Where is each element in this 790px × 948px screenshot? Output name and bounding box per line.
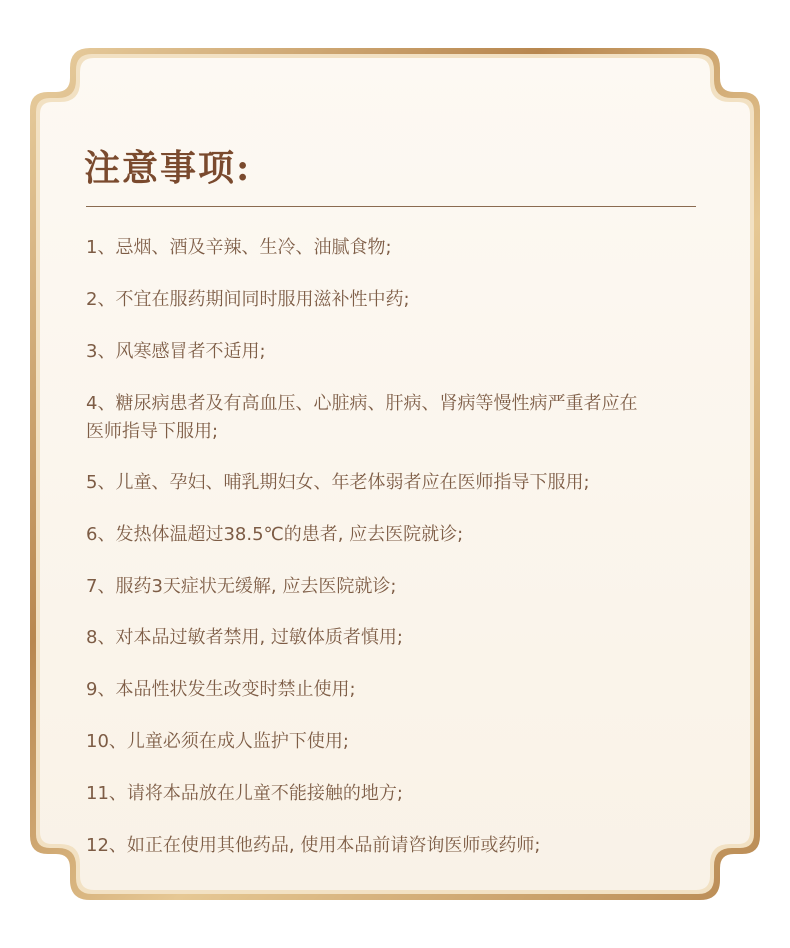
list-item <box>86 390 716 446</box>
item-text: 10、儿童必须在成人监护下使用; <box>86 731 349 752</box>
list-item <box>86 286 716 314</box>
item-text: 12、如正在使用其他药品, 使用本品前请咨询医师或药师; <box>86 835 541 856</box>
list-item <box>86 676 716 704</box>
list-item <box>86 624 716 652</box>
list-item <box>86 338 716 366</box>
list-item <box>86 469 716 497</box>
list-item <box>86 573 716 601</box>
page-title: 注意事项: <box>84 147 252 189</box>
item-text: 2、不宜在服药期间同时服用滋补性中药; <box>86 289 410 310</box>
item-text: 8、对本品过敏者禁用, 过敏体质者慎用; <box>86 627 403 648</box>
item-text: 4、糖尿病患者及有高血压、心脏病、肝病、肾病等慢性病严重者应在 <box>86 393 638 414</box>
list-item <box>86 728 716 756</box>
list-item <box>86 521 716 549</box>
item-text: 6、发热体温超过38.5℃的患者, 应去医院就诊; <box>86 524 464 545</box>
item-text: 9、本品性状发生改变时禁止使用; <box>86 679 356 700</box>
item-text-continuation: 医师指导下服用; <box>86 421 219 442</box>
list-item <box>86 234 716 262</box>
list-item <box>86 780 716 808</box>
list-item <box>86 832 716 860</box>
item-text: 5、儿童、孕妇、哺乳期妇女、年老体弱者应在医师指导下服用; <box>86 472 590 493</box>
title-divider <box>86 206 696 207</box>
item-text: 7、服药3天症状无缓解, 应去医院就诊; <box>86 576 397 597</box>
item-text: 3、风寒感冒者不适用; <box>86 341 266 362</box>
item-text: 11、请将本品放在儿童不能接触的地方; <box>86 783 403 804</box>
item-text: 1、忌烟、酒及辛辣、生冷、油腻食物; <box>86 237 392 258</box>
